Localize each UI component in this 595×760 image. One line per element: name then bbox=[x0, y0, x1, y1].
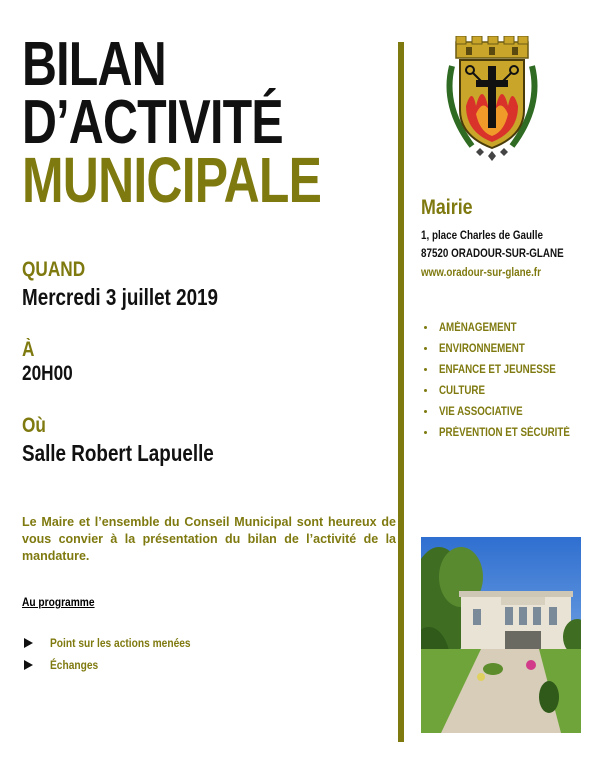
theme-label: AMÉNAGEMENT bbox=[439, 322, 517, 334]
bullet-dot-icon bbox=[424, 410, 427, 413]
bullet-dot-icon bbox=[424, 431, 427, 434]
title-line-2: D’ACTIVITÉ bbox=[22, 88, 283, 157]
time-label: À bbox=[22, 338, 35, 361]
arrow-bullet-icon bbox=[24, 638, 33, 648]
program-item-label: Échanges bbox=[50, 658, 99, 672]
time-value: 20H00 bbox=[22, 362, 73, 385]
program-label: Au programme bbox=[22, 595, 95, 609]
where-value: Salle Robert Lapuelle bbox=[22, 440, 214, 466]
when-label: QUAND bbox=[22, 258, 86, 281]
title-line-3: MUNICIPALE bbox=[22, 144, 322, 216]
town-hall-photo bbox=[421, 537, 581, 733]
title-line-1: BILAN bbox=[22, 30, 166, 99]
theme-label: ENVIRONNEMENT bbox=[439, 343, 525, 355]
theme-label: VIE ASSOCIATIVE bbox=[439, 406, 523, 418]
theme-label: ENFANCE ET JEUNESSE bbox=[439, 364, 556, 376]
bullet-dot-icon bbox=[424, 368, 427, 371]
arrow-bullet-icon bbox=[24, 660, 33, 670]
theme-label: PRÉVENTION ET SÉCURITÉ bbox=[439, 427, 570, 439]
where-label: Où bbox=[22, 414, 46, 437]
mairie-title: Mairie bbox=[421, 196, 473, 219]
when-value: Mercredi 3 juillet 2019 bbox=[22, 284, 219, 310]
address-line-2: 87520 ORADOUR-SUR-GLANE bbox=[421, 246, 564, 260]
address-line-1: 1, place Charles de Gaulle bbox=[421, 228, 543, 242]
vertical-divider bbox=[398, 42, 404, 742]
bullet-dot-icon bbox=[424, 389, 427, 392]
theme-label: CULTURE bbox=[439, 385, 485, 397]
website-link[interactable]: www.oradour-sur-glane.fr bbox=[421, 265, 541, 279]
coat-of-arms-logo bbox=[442, 36, 542, 166]
program-item-label: Point sur les actions menées bbox=[50, 636, 191, 650]
bullet-dot-icon bbox=[424, 347, 427, 350]
intro-paragraph: Le Maire et l’ensemble du Conseil Municipal sont heureux de vous convier à la présentation du bilan de l’activité de la mandature. bbox=[22, 515, 396, 563]
bullet-dot-icon bbox=[424, 326, 427, 329]
